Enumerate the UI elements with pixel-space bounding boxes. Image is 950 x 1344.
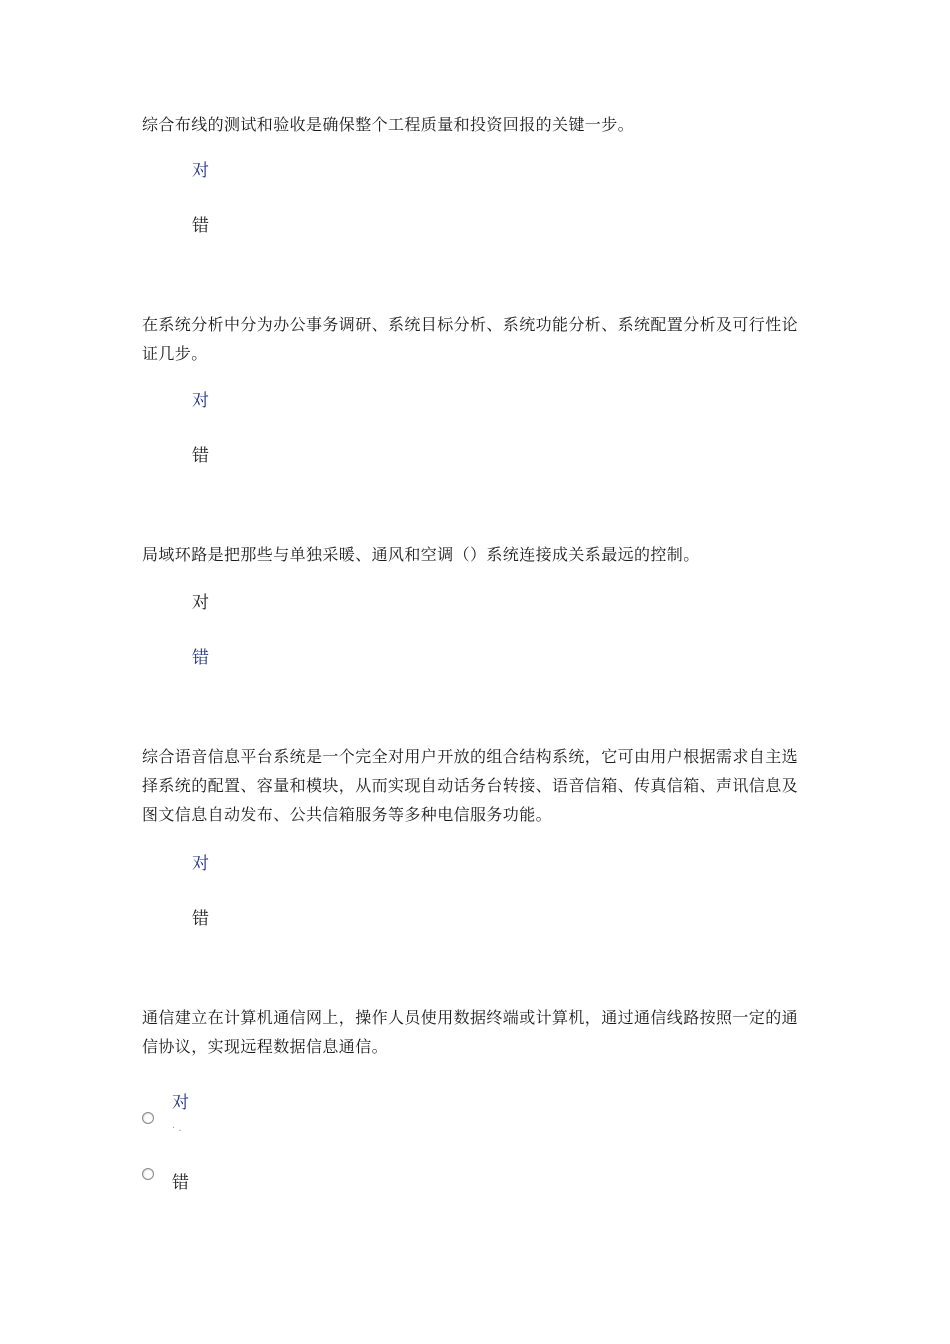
question-3-option-true[interactable]: 对: [192, 593, 209, 613]
question-2-option-false[interactable]: 错: [192, 446, 209, 466]
question-4-option-false[interactable]: 错: [192, 909, 209, 929]
question-1-option-true[interactable]: 对: [192, 161, 209, 181]
question-4-option-true[interactable]: 对: [192, 854, 209, 874]
question-1-option-false[interactable]: 错: [192, 216, 209, 236]
question-4-text: 综合语音信息平台系统是一个完全对用户开放的组合结构系统，它可由用户根据需求自主选择系统的配置、容量和模块，从而实现自动话务台转接、语音信箱、传真信箱、声讯信息及图文信息自动发布、公共信箱服务等多种电信服务功能。: [142, 747, 799, 824]
radio-button-icon[interactable]: [142, 1168, 154, 1180]
question-5-option-true[interactable]: 对: [172, 1093, 189, 1113]
render-artifact-icon: · .: [172, 1123, 182, 1134]
question-2-text: 在系统分析中分为办公事务调研、系统目标分析、系统功能分析、系统配置分析及可行性论证几步。: [142, 315, 799, 363]
question-3-text: 局域环路是把那些与单独采暖、通风和空调（）系统连接成关系最远的控制。: [142, 545, 700, 564]
question-2-option-true[interactable]: 对: [192, 391, 209, 411]
radio-button-icon[interactable]: [142, 1112, 154, 1124]
question-5-text: 通信建立在计算机通信网上，操作人员使用数据终端或计算机，通过通信线路按照一定的通信协议，实现远程数据信息通信。: [142, 1008, 799, 1056]
question-1-text: 综合布线的测试和验收是确保整个工程质量和投资回报的关键一步。: [142, 115, 635, 134]
question-3-option-false[interactable]: 错: [192, 648, 209, 668]
question-5-option-false[interactable]: 错: [172, 1173, 189, 1193]
